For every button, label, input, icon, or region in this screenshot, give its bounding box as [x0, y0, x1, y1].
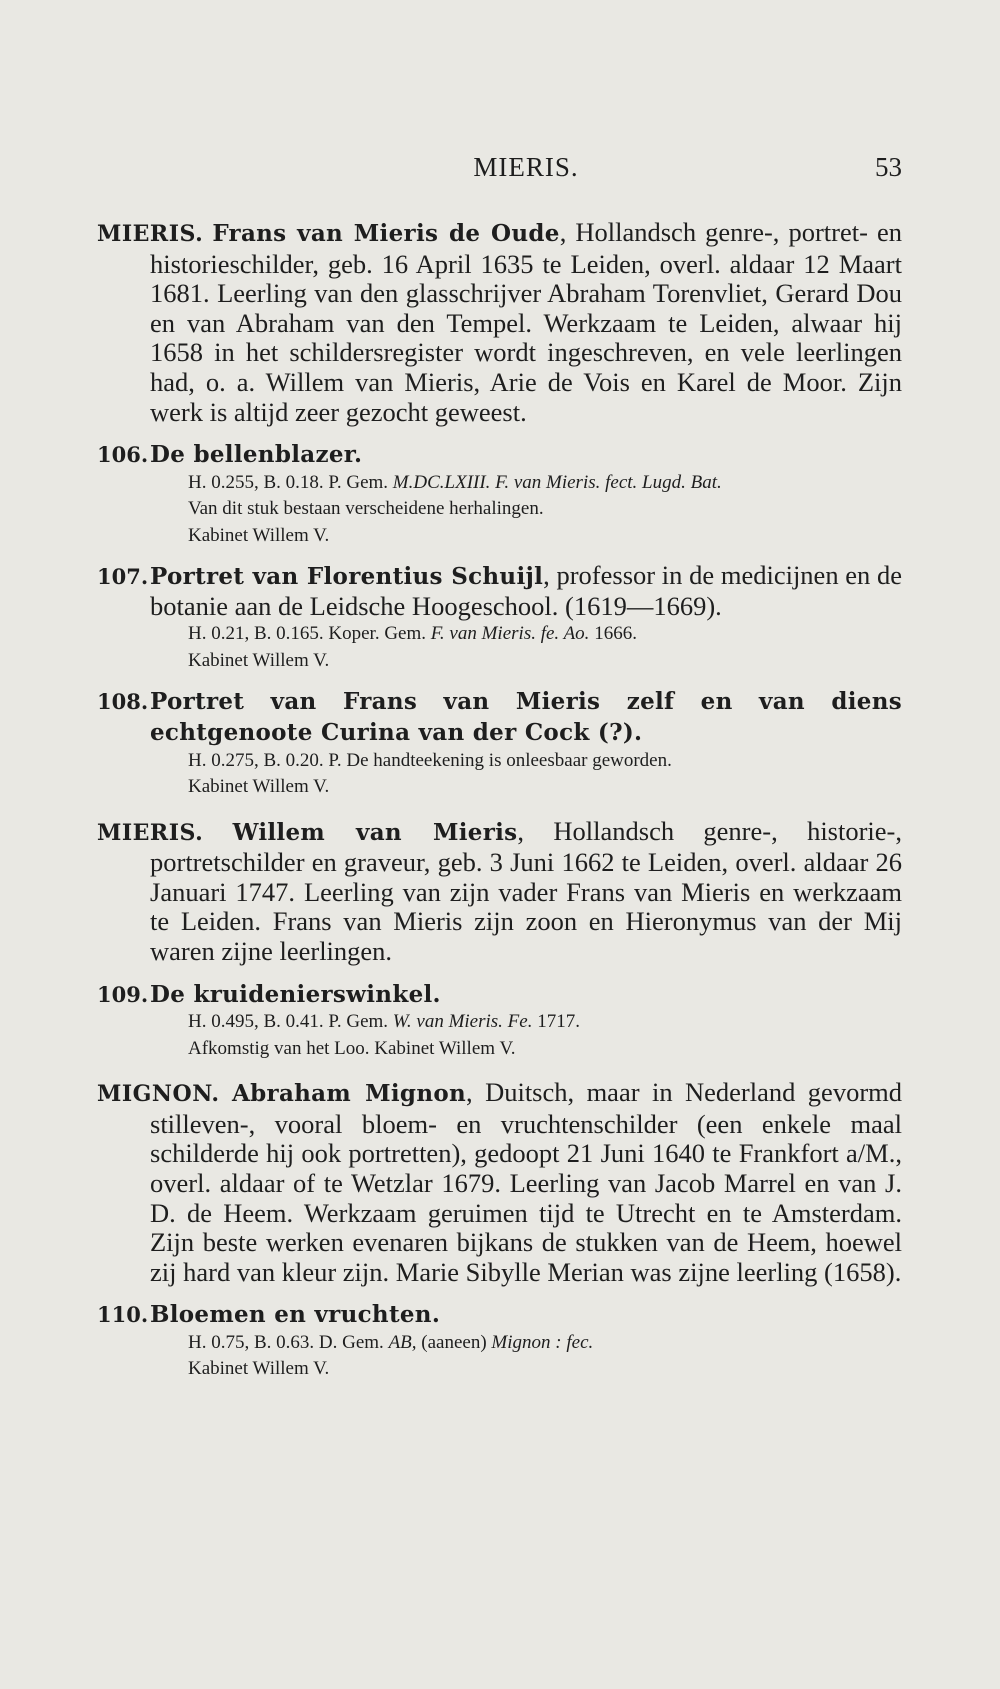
work-entry-108	[97, 686, 902, 800]
page-header	[150, 152, 902, 188]
work-number: 109.	[97, 981, 149, 1007]
catalogue-content	[97, 218, 902, 1383]
work-signature: Mignon : fec.	[491, 1331, 594, 1353]
artist-surname: MIERIS.	[97, 221, 204, 247]
artist-biography	[97, 218, 902, 427]
work-specs: H. 0.75, B. 0.63. D. Gem. AB, (aaneen) Mignon : fec.	[188, 1331, 594, 1353]
work-number: 106.	[97, 442, 149, 468]
work-collection: Kabinet Willem V.	[188, 524, 330, 546]
running-title: MIERIS.	[473, 152, 579, 182]
work-title: De kruidenierswinkel.	[150, 980, 441, 1008]
work-note: Van dit stuk bestaan verscheidene herhalingen.	[188, 498, 544, 520]
artist-surname: MIERIS.	[97, 819, 204, 846]
work-entry-107	[97, 561, 902, 674]
work-heading	[97, 561, 902, 621]
work-specs: H. 0.21, B. 0.165. Koper. Gem. F. van Mieris. fe. Ao. 1666.	[188, 623, 637, 645]
artist-biography	[97, 817, 902, 967]
work-number: 110.	[97, 1302, 149, 1328]
work-inscription-note: (aaneen)	[416, 1331, 492, 1353]
artist-entry-frans-van-mieris	[97, 218, 902, 427]
work-collection: Kabinet Willem V.	[188, 776, 330, 798]
work-heading	[97, 686, 902, 747]
artist-entry-abraham-mignon	[97, 1078, 902, 1287]
work-number: 108.	[97, 689, 149, 715]
work-specs: H. 0.275, B. 0.20. P. De handteekening is onleesbaar geworden.	[188, 749, 672, 771]
work-specs: H. 0.495, B. 0.41. P. Gem. W. van Mieris. Fe. 1717.	[188, 1011, 580, 1033]
work-heading	[97, 1299, 902, 1330]
work-title: Bloemen en vruchten.	[150, 1301, 441, 1329]
work-number: 107.	[97, 564, 149, 590]
work-collection: Afkomstig van het Loo. Kabinet Willem V.	[188, 1037, 516, 1059]
work-title: De bellenblazer.	[150, 441, 363, 469]
work-inscription: M.DC.LXIII. F. van Mieris. fect. Lugd. Bat.	[392, 471, 722, 493]
work-heading	[97, 979, 902, 1010]
work-collection: Kabinet Willem V.	[188, 1358, 330, 1380]
page-number: 53	[875, 152, 902, 182]
work-inscription: F. van Mieris. fe. Ao.	[430, 623, 590, 645]
artist-entry-willem-van-mieris	[97, 817, 902, 967]
work-title: Portret van Florentius Schuijl	[150, 563, 544, 591]
work-specs: H. 0.255, B. 0.18. P. Gem. M.DC.LXIII. F. van Mieris. fect. Lugd. Bat.	[188, 471, 722, 493]
work-monogram: AB,	[388, 1331, 417, 1353]
artist-name: Willem van Mieris	[232, 818, 518, 846]
work-description: , professor in de medicijnen en de botanie aan de Leidsche Hoogeschool. (1619—1669).	[150, 560, 902, 621]
work-year: 1717.	[537, 1011, 580, 1033]
artist-biography	[97, 1078, 902, 1287]
work-entry-110	[97, 1299, 902, 1383]
work-entry-106	[97, 439, 902, 549]
artist-name: Frans van Mieris de Oude	[212, 220, 560, 247]
artist-bio-text: , Hollandsch genre-, portret- en historieschilder, geb. 16 April 1635 te Leiden, overl. aldaar 12 Maart 1681. Leerling van den glasschrijver Abraham Torenvliet, Gerard Dou en van Abraham van den Tempel. Werkzaam te Leiden, alwaar hij 1658 in het schildersregister wordt ingeschreven, en vele leerlingen had, o. a. Willem van Mieris, Arie de Vois en Karel de Moor. Zijn werk is altijd zeer gezocht geweest.	[150, 217, 902, 427]
work-inscription: W. van Mieris. Fe.	[392, 1011, 533, 1033]
work-title: Portret van Frans van Mieris zelf en van diens echtgenoote Curina van der Cock (?).	[150, 688, 902, 747]
work-collection: Kabinet Willem V.	[188, 649, 330, 671]
artist-bio-text: , Duitsch, maar in Nederland gevormd stilleven-, vooral bloem- en vruchtenschilder (een enkele maal schilderde hij ook portretten), gedoopt 21 Juni 1640 te Frankfort a/M., overl. aldaar of te Wetzlar 1679. Leerling van Jacob Marrel en van J. D. de Heem. Werkzaam geruimen tijd te Utrecht en te Amsterdam. Zijn beste werken evenaren bijkans de stukken van de Heem, hoewel zij hard van kleur zijn. Marie Sibylle Merian was zijne leerling (1658).	[150, 1077, 903, 1287]
artist-name: Abraham Mignon	[232, 1080, 467, 1108]
artist-surname: MIGNON.	[97, 1081, 220, 1108]
work-year: 1666.	[594, 623, 637, 645]
artist-bio-text: , Hollandsch genre-, historie-, portretschilder en graveur, geb. 3 Juni 1662 te Leiden, overl. aldaar 26 Januari 1747. Leerling van zijn vader Frans van Mieris en werkzaam te Leiden. Frans van Mieris zijn zoon en Hieronymus van der Mij waren zijne leerlingen.	[150, 815, 903, 966]
work-entry-109	[97, 979, 902, 1063]
work-heading	[97, 439, 902, 470]
